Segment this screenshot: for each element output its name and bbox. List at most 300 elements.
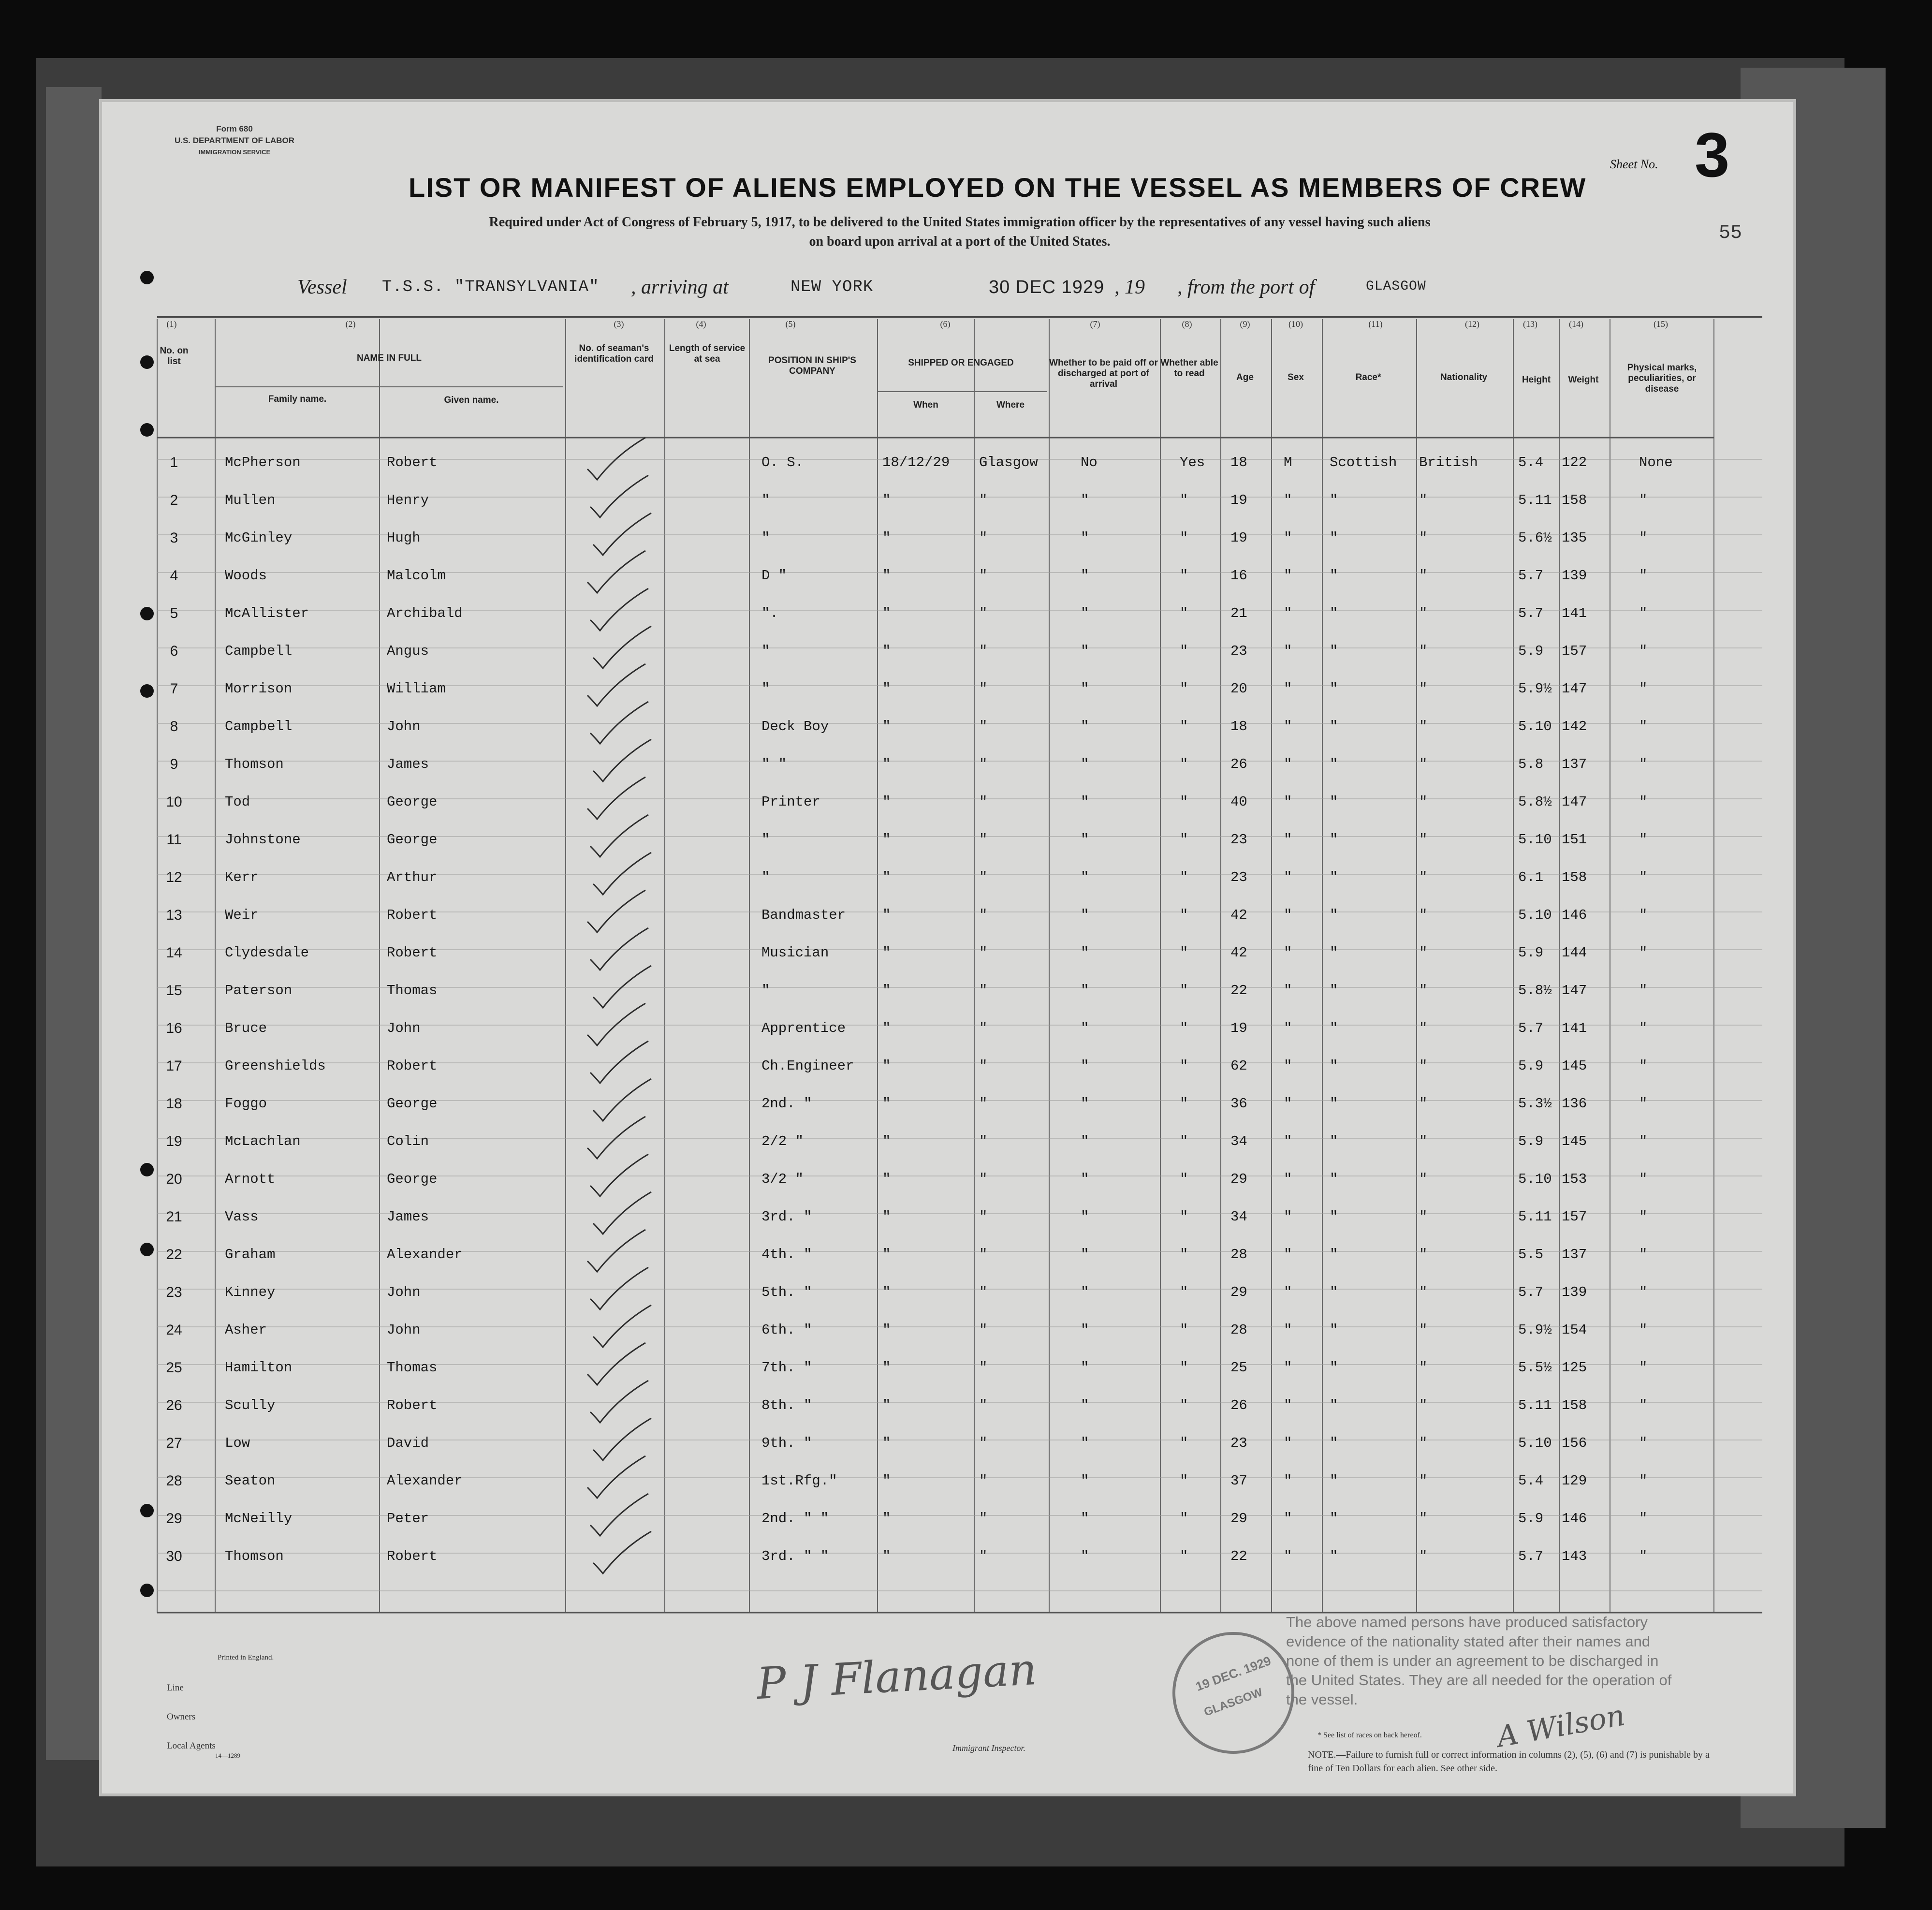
cell-paid: " — [1081, 605, 1089, 621]
col-num-13: (13) — [1523, 319, 1537, 329]
cell-no: 14 — [166, 945, 182, 961]
cell-sex: " — [1284, 1171, 1292, 1187]
col-num-1: (1) — [166, 319, 177, 329]
cell-height: 5.7 — [1518, 605, 1544, 621]
cell-paid: " — [1081, 1360, 1089, 1376]
cell-no: 15 — [166, 983, 182, 999]
cell-family: McGinley — [225, 530, 293, 546]
cell-marks: " — [1639, 1435, 1648, 1451]
cell-paid: " — [1081, 1511, 1089, 1527]
cell-read: " — [1180, 1096, 1188, 1112]
cell-when: " — [882, 530, 891, 546]
cell-no: 21 — [166, 1209, 182, 1225]
cell-race: " — [1330, 945, 1338, 961]
cell-when: " — [882, 1435, 891, 1451]
cell-given: Malcolm — [387, 568, 446, 584]
cell-given: Robert — [387, 1058, 438, 1074]
cell-race: " — [1330, 794, 1338, 810]
cell-family: Asher — [225, 1322, 267, 1338]
cell-read: " — [1180, 1548, 1188, 1564]
cell-position: ". — [761, 605, 778, 621]
cell-race: " — [1330, 492, 1338, 508]
cell-weight: 144 — [1562, 945, 1587, 961]
cell-race: " — [1330, 907, 1338, 923]
cell-paid: " — [1081, 756, 1089, 772]
from-label: , from the port of — [1177, 276, 1315, 298]
cell-where: " — [979, 1322, 988, 1338]
cell-height: 5.9 — [1518, 1133, 1544, 1149]
cell-where: " — [979, 907, 988, 923]
cell-race: " — [1330, 1435, 1338, 1451]
cell-read: " — [1180, 1133, 1188, 1149]
cell-no: 22 — [166, 1247, 182, 1263]
cell-height: 5.5½ — [1518, 1360, 1552, 1376]
cell-sex: " — [1284, 605, 1292, 621]
cell-family: Greenshields — [225, 1058, 326, 1074]
cell-nationality: " — [1419, 1322, 1428, 1338]
page-title: LIST OR MANIFEST OF ALIENS EMPLOYED ON THE VESSEL AS MEMBERS OF CREW — [409, 172, 1587, 203]
cell-read: " — [1180, 605, 1188, 621]
cell-race: " — [1330, 1133, 1338, 1149]
cell-no: 28 — [166, 1473, 182, 1489]
cell-given: George — [387, 832, 438, 848]
cell-marks: None — [1639, 455, 1673, 470]
stamp-date: 19 DEC. 1929 — [1193, 1653, 1273, 1694]
cell-age: 28 — [1230, 1247, 1247, 1263]
cell-when: " — [882, 681, 891, 697]
cell-nationality: " — [1419, 719, 1428, 735]
cell-given: Robert — [387, 945, 438, 961]
cell-position: 2/2 " — [761, 1133, 804, 1149]
cell-family: Tod — [225, 794, 250, 810]
cell-nationality: " — [1419, 530, 1428, 546]
cell-nationality: " — [1419, 1284, 1428, 1300]
cell-given: John — [387, 719, 421, 735]
cell-given: David — [387, 1435, 429, 1451]
cell-paid: " — [1081, 832, 1089, 848]
form-code: 14—1289 — [215, 1752, 240, 1759]
cell-age: 19 — [1230, 530, 1247, 546]
cell-race: " — [1330, 643, 1338, 659]
cell-weight: 125 — [1562, 1360, 1587, 1376]
cell-age: 29 — [1230, 1511, 1247, 1527]
cell-height: 5.11 — [1518, 1209, 1552, 1225]
cell-family: Seaton — [225, 1473, 276, 1489]
cell-position: 8th. " — [761, 1397, 812, 1413]
cell-when: " — [882, 907, 891, 923]
cell-age: 25 — [1230, 1360, 1247, 1376]
cell-height: 5.10 — [1518, 907, 1552, 923]
cell-read: " — [1180, 1511, 1188, 1527]
cell-weight: 129 — [1562, 1473, 1587, 1489]
cell-sex: " — [1284, 1435, 1292, 1451]
cell-marks: " — [1639, 1096, 1648, 1112]
cell-where: " — [979, 794, 988, 810]
cell-no: 4 — [170, 568, 178, 584]
cell-position: 9th. " — [761, 1435, 812, 1451]
cell-given: Robert — [387, 455, 438, 470]
cell-no: 8 — [170, 719, 178, 735]
cell-given: William — [387, 681, 446, 697]
cell-paid: " — [1081, 1096, 1089, 1112]
department: U.S. DEPARTMENT OF LABOR — [174, 136, 295, 145]
cell-family: Bruce — [225, 1020, 267, 1036]
cell-where: " — [979, 756, 988, 772]
cell-no: 5 — [170, 605, 178, 621]
cell-given: Archibald — [387, 605, 463, 621]
col-num-2: (2) — [345, 319, 356, 329]
header-nationality: Nationality — [1440, 372, 1488, 382]
cell-given: Arthur — [387, 869, 438, 885]
cell-where: " — [979, 1284, 988, 1300]
form-number: Form 680 — [216, 124, 253, 133]
cell-position: 2nd. " — [761, 1096, 812, 1112]
cell-paid: " — [1081, 1133, 1089, 1149]
cell-no: 29 — [166, 1511, 182, 1527]
cell-read: " — [1180, 530, 1188, 546]
cell-read: " — [1180, 568, 1188, 584]
left-page-strip — [46, 87, 102, 1760]
cell-height: 5.5 — [1518, 1247, 1544, 1263]
cell-no: 9 — [170, 756, 178, 772]
header-no-on-list: No. on list — [160, 346, 189, 367]
cell-no: 24 — [166, 1322, 182, 1338]
cell-read: " — [1180, 869, 1188, 885]
cell-paid: " — [1081, 1548, 1089, 1564]
cell-paid: " — [1081, 530, 1089, 546]
cell-read: " — [1180, 794, 1188, 810]
cell-where: " — [979, 1548, 988, 1564]
cell-paid: " — [1081, 945, 1089, 961]
cell-given: George — [387, 1171, 438, 1187]
cell-nationality: " — [1419, 492, 1428, 508]
cell-position: 4th. " — [761, 1247, 812, 1263]
cell-when: " — [882, 869, 891, 885]
cell-race: " — [1330, 756, 1338, 772]
cell-no: 19 — [166, 1133, 182, 1149]
cell-height: 5.10 — [1518, 832, 1552, 848]
cell-age: 36 — [1230, 1096, 1247, 1112]
cell-no: 25 — [166, 1360, 182, 1376]
cell-nationality: " — [1419, 1133, 1428, 1149]
cell-read: " — [1180, 1247, 1188, 1263]
cell-position: Printer — [761, 794, 820, 810]
cell-weight: 136 — [1562, 1096, 1587, 1112]
cell-family: Scully — [225, 1397, 276, 1413]
cell-weight: 158 — [1562, 869, 1587, 885]
cell-sex: " — [1284, 832, 1292, 848]
cell-marks: " — [1639, 530, 1648, 546]
cell-age: 22 — [1230, 1548, 1247, 1564]
cell-family: Thomson — [225, 756, 284, 772]
cell-weight: 122 — [1562, 455, 1587, 470]
race-note: * See list of races on back hereof. — [1317, 1731, 1422, 1739]
cell-nationality: " — [1419, 1020, 1428, 1036]
cell-where: " — [979, 492, 988, 508]
cell-where: " — [979, 1397, 988, 1413]
cell-where: " — [979, 983, 988, 999]
cell-race: " — [1330, 983, 1338, 999]
cell-when: " — [882, 1058, 891, 1074]
cell-weight: 139 — [1562, 568, 1587, 584]
cell-read: " — [1180, 756, 1188, 772]
cell-sex: " — [1284, 907, 1292, 923]
cell-age: 42 — [1230, 945, 1247, 961]
cell-sex: " — [1284, 756, 1292, 772]
cell-where: " — [979, 530, 988, 546]
cell-age: 37 — [1230, 1473, 1247, 1489]
cell-family: Woods — [225, 568, 267, 584]
cell-where: " — [979, 1435, 988, 1451]
cell-where: " — [979, 1473, 988, 1489]
cell-nationality: " — [1419, 1058, 1428, 1074]
header-sex: Sex — [1288, 372, 1304, 382]
cell-read: " — [1180, 1020, 1188, 1036]
col-num-7: (7) — [1090, 319, 1100, 329]
cell-sex: " — [1284, 719, 1292, 735]
cell-position: " — [761, 832, 770, 848]
cell-marks: " — [1639, 1397, 1648, 1413]
local-agents-label: Local Agents — [167, 1741, 216, 1751]
cell-age: 42 — [1230, 907, 1247, 923]
cell-read: " — [1180, 1397, 1188, 1413]
cell-nationality: " — [1419, 1548, 1428, 1564]
cell-where: " — [979, 832, 988, 848]
cell-race: " — [1330, 1473, 1338, 1489]
header-able-read: Whether able to read — [1160, 358, 1218, 379]
cell-nationality: " — [1419, 1171, 1428, 1187]
cell-when: " — [882, 1511, 891, 1527]
cell-sex: " — [1284, 1209, 1292, 1225]
cell-weight: 146 — [1562, 1511, 1587, 1527]
cell-height: 5.8 — [1518, 756, 1544, 772]
cell-paid: " — [1081, 1473, 1089, 1489]
cell-read: Yes — [1180, 455, 1205, 470]
cell-height: 6.1 — [1518, 869, 1544, 885]
service: IMMIGRATION SERVICE — [198, 148, 271, 156]
cell-where: " — [979, 1511, 988, 1527]
cell-position: " — [761, 869, 770, 885]
from-port: GLASGOW — [1366, 279, 1426, 294]
cell-when: 18/12/29 — [882, 455, 950, 470]
cell-height: 5.7 — [1518, 1548, 1544, 1564]
cell-height: 5.4 — [1518, 455, 1544, 470]
date-stamp — [1172, 1632, 1294, 1754]
cell-weight: 145 — [1562, 1058, 1587, 1074]
cell-when: " — [882, 1209, 891, 1225]
cell-no: 30 — [166, 1548, 182, 1564]
cell-given: Colin — [387, 1133, 429, 1149]
cell-nationality: " — [1419, 1435, 1428, 1451]
header-height: Height — [1522, 375, 1551, 385]
sheet-number: 3 — [1695, 119, 1730, 190]
cell-where: " — [979, 1360, 988, 1376]
cell-race: " — [1330, 832, 1338, 848]
cell-position: 6th. " — [761, 1322, 812, 1338]
cell-nationality: " — [1419, 1096, 1428, 1112]
cell-age: 19 — [1230, 492, 1247, 508]
cell-sex: " — [1284, 1058, 1292, 1074]
cell-race: " — [1330, 1209, 1338, 1225]
cell-marks: " — [1639, 643, 1648, 659]
cell-nationality: " — [1419, 1247, 1428, 1263]
cell-marks: " — [1639, 1473, 1648, 1489]
cell-no: 17 — [166, 1058, 182, 1074]
header-family-name: Family name. — [268, 394, 327, 404]
cell-paid: No — [1081, 455, 1098, 470]
cell-race: Scottish — [1330, 455, 1397, 470]
cell-position: " — [761, 530, 770, 546]
cell-no: 2 — [170, 492, 178, 508]
cell-nationality: " — [1419, 756, 1428, 772]
line-label: Line — [167, 1683, 184, 1693]
cell-position: 3rd. " " — [761, 1548, 829, 1564]
header-where: Where — [996, 400, 1025, 410]
col-num-6: (6) — [940, 319, 951, 329]
cell-no: 3 — [170, 530, 178, 546]
cell-weight: 158 — [1562, 492, 1587, 508]
cell-given: Hugh — [387, 530, 421, 546]
cell-sex: " — [1284, 1322, 1292, 1338]
cell-given: Henry — [387, 492, 429, 508]
subtitle-line-2: on board upon arrival at a port of the United States. — [809, 234, 1111, 249]
cell-weight: 153 — [1562, 1171, 1587, 1187]
cell-paid: " — [1081, 1247, 1089, 1263]
owners-label: Owners — [167, 1712, 196, 1722]
col-num-4: (4) — [696, 319, 706, 329]
cell-sex: " — [1284, 492, 1292, 508]
cell-paid: " — [1081, 1435, 1089, 1451]
cell-age: 16 — [1230, 568, 1247, 584]
cell-sex: " — [1284, 1473, 1292, 1489]
cell-position: " — [761, 681, 770, 697]
cell-family: Johnstone — [225, 832, 301, 848]
cell-sex: " — [1284, 1247, 1292, 1263]
cell-marks: " — [1639, 869, 1648, 885]
cell-position: D " — [761, 568, 787, 584]
cell-position: 3/2 " — [761, 1171, 804, 1187]
cell-weight: 157 — [1562, 1209, 1587, 1225]
agent-signature: A Wilson — [1494, 1698, 1628, 1754]
page-number: 55 — [1719, 222, 1742, 244]
cell-nationality: British — [1419, 455, 1478, 470]
cell-family: Weir — [225, 907, 259, 923]
subtitle-line-1: Required under Act of Congress of February 5, 1917, to be delivered to the United States immigration officer by the representatives of any vessel having such aliens — [489, 215, 1431, 230]
header-race: Race* — [1355, 372, 1381, 382]
attestation-text: The above named persons have produced satisfactory evidence of the nationality stated after their names and none of them is under an agreement to be discharged in the United States. They are all needed for the operation of the vessel. — [1286, 1614, 1672, 1708]
cell-sex: " — [1284, 869, 1292, 885]
cell-no: 13 — [166, 907, 182, 923]
cell-sex: " — [1284, 1548, 1292, 1564]
cell-when: " — [882, 605, 891, 621]
cell-age: 34 — [1230, 1209, 1247, 1225]
printed-in: Printed in England. — [218, 1654, 274, 1661]
cell-given: James — [387, 756, 429, 772]
cell-sex: M — [1284, 455, 1292, 470]
cell-paid: " — [1081, 983, 1089, 999]
cell-read: " — [1180, 1322, 1188, 1338]
header-when: When — [913, 400, 938, 410]
cell-no: 26 — [166, 1397, 182, 1413]
cell-when: " — [882, 1397, 891, 1413]
header-name-in-full: NAME IN FULL — [356, 353, 422, 363]
cell-marks: " — [1639, 794, 1648, 810]
cell-sex: " — [1284, 794, 1292, 810]
cell-when: " — [882, 568, 891, 584]
cell-where: " — [979, 568, 988, 584]
cell-weight: 135 — [1562, 530, 1587, 546]
cell-weight: 146 — [1562, 907, 1587, 923]
col-num-8: (8) — [1182, 319, 1192, 329]
cell-where: " — [979, 1247, 988, 1263]
cell-family: McLachlan — [225, 1133, 301, 1149]
cell-height: 5.8½ — [1518, 983, 1552, 999]
cell-read: " — [1180, 719, 1188, 735]
cell-race: " — [1330, 568, 1338, 584]
cell-marks: " — [1639, 945, 1648, 961]
cell-marks: " — [1639, 1247, 1648, 1263]
cell-marks: " — [1639, 1058, 1648, 1074]
cell-nationality: " — [1419, 907, 1428, 923]
cell-marks: " — [1639, 1548, 1648, 1564]
header-age: Age — [1236, 372, 1254, 382]
cell-when: " — [882, 983, 891, 999]
cell-given: Angus — [387, 643, 429, 659]
cell-family: Thomson — [225, 1548, 284, 1564]
cell-height: 5.10 — [1518, 1171, 1552, 1187]
cell-family: McNeilly — [225, 1511, 293, 1527]
cell-race: " — [1330, 1397, 1338, 1413]
col-num-5: (5) — [785, 319, 796, 329]
cell-where: " — [979, 1020, 988, 1036]
cell-height: 5.9 — [1518, 1511, 1544, 1527]
cell-position: " — [761, 643, 770, 659]
cell-where: " — [979, 643, 988, 659]
cell-read: " — [1180, 1360, 1188, 1376]
header-seaman-id: No. of seaman's identification card — [574, 343, 654, 364]
cell-age: 20 — [1230, 681, 1247, 697]
arrival-date: 30 DEC 1929 — [989, 277, 1105, 297]
cell-age: 19 — [1230, 1020, 1247, 1036]
cell-weight: 151 — [1562, 832, 1587, 848]
cell-family: Foggo — [225, 1096, 267, 1112]
cell-nationality: " — [1419, 681, 1428, 697]
cell-sex: " — [1284, 643, 1292, 659]
cell-sex: " — [1284, 681, 1292, 697]
cell-race: " — [1330, 1284, 1338, 1300]
cell-height: 5.3½ — [1518, 1096, 1552, 1112]
cell-age: 23 — [1230, 643, 1247, 659]
cell-weight: 147 — [1562, 983, 1587, 999]
cell-race: " — [1330, 1360, 1338, 1376]
cell-age: 26 — [1230, 756, 1247, 772]
cell-race: " — [1330, 1096, 1338, 1112]
cell-height: 5.6½ — [1518, 530, 1552, 546]
cell-read: " — [1180, 492, 1188, 508]
cell-read: " — [1180, 907, 1188, 923]
cell-family: Kerr — [225, 869, 259, 885]
cell-when: " — [882, 794, 891, 810]
cell-nationality: " — [1419, 1397, 1428, 1413]
cell-no: 7 — [170, 681, 178, 697]
cell-age: 29 — [1230, 1284, 1247, 1300]
cell-when: " — [882, 1020, 891, 1036]
cell-age: 28 — [1230, 1322, 1247, 1338]
check-mark-icon — [588, 1529, 661, 1582]
cell-when: " — [882, 1548, 891, 1564]
cell-age: 22 — [1230, 983, 1247, 999]
cell-height: 5.10 — [1518, 1435, 1552, 1451]
